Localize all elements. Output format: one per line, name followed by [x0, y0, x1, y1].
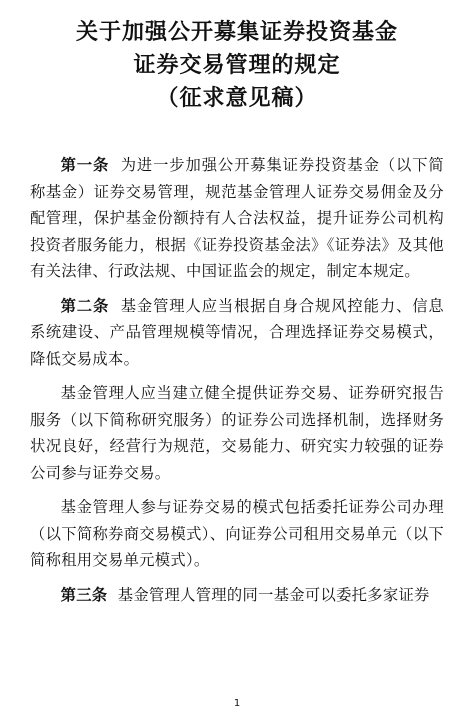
- article-1: [30, 152, 444, 285]
- title-line-1: 关于加强公开募集证券投资基金: [75, 20, 398, 45]
- title-line-3: （征求意见稿）: [156, 86, 318, 111]
- title-line-2: 证券交易管理的规定: [133, 53, 341, 78]
- article-2-label: 第二条: [60, 296, 110, 315]
- paragraph-text: 基金管理人参与证券交易的模式包括委托证券公司办理（以下简称券商交易模式）、向证券公司租用交易单元（以下简称租用交易单元模式）。: [30, 498, 444, 569]
- article-2-paragraph-3: [30, 494, 444, 574]
- paragraph-text: 基金管理人应当建立健全提供证券交易、证券研究报告服务（以下简称研究服务）的证券公司选择机制，选择财务状况良好，经营行为规范，交易能力、研究实力较强的证券公司参与证券交易。: [30, 384, 444, 482]
- article-2-text: 基金管理人应当根据自身合规风控能力、信息系统建设、产品管理规模等情况，合理选择证券交易模式，降低交易成本。: [30, 296, 445, 368]
- article-1-text: 为进一步加强公开募集证券投资基金（以下简称基金）证券交易管理，规范基金管理人证券交易佣金及分配管理，保护基金份额持有人合法权益，提升证券公司机构投资者服务能力，根据《证券投资基金法》《证券法》及其他有关法律、行政法规、中国证监会的规定，制定本规定。: [30, 156, 445, 280]
- article-3: [30, 582, 444, 609]
- article-3-label: 第三条: [60, 585, 108, 604]
- page-number: 1: [233, 698, 241, 709]
- article-3-text: 基金管理人管理的同一基金可以委托多家证券: [117, 585, 430, 604]
- document-title: [0, 18, 474, 117]
- document-body: [30, 152, 444, 616]
- article-2: [30, 293, 444, 373]
- article-2-paragraph-2: [30, 380, 444, 486]
- article-1-label: 第一条: [60, 156, 110, 174]
